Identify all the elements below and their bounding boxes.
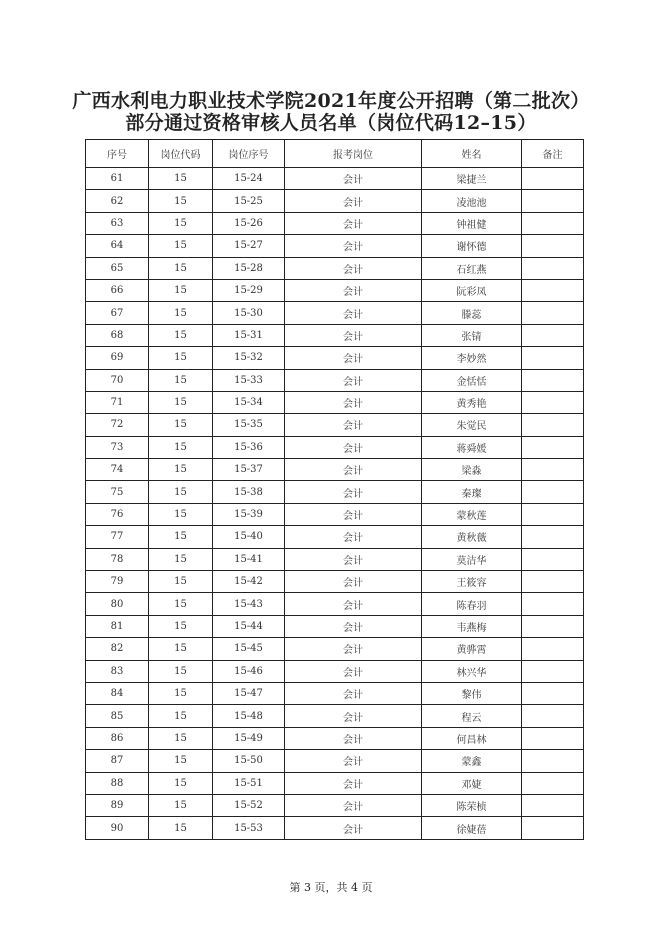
cell-seq: 64 (86, 235, 149, 257)
cell-post-code: 15 (149, 302, 213, 324)
cell-name: 陈春羽 (422, 593, 522, 615)
cell-post-seq: 15-24 (213, 168, 285, 190)
table-row (86, 638, 584, 660)
cell-post-code: 15 (149, 257, 213, 279)
table-row (86, 279, 584, 301)
cell-post-code: 15 (149, 279, 213, 301)
cell-post-seq: 15-26 (213, 212, 285, 234)
cell-name: 秦璨 (422, 481, 522, 503)
cell-post-code: 15 (149, 369, 213, 391)
table-row (86, 391, 584, 413)
cell-name: 钟祖健 (422, 212, 522, 234)
table-row (86, 571, 584, 593)
table-row (86, 168, 584, 190)
cell-position: 会计 (285, 347, 422, 369)
table-row (86, 324, 584, 346)
cell-position: 会计 (285, 593, 422, 615)
cell-position: 会计 (285, 817, 422, 839)
cell-remark (522, 391, 584, 413)
cell-post-seq: 15-27 (213, 235, 285, 257)
cell-post-code: 15 (149, 638, 213, 660)
header-seq: 序号 (86, 140, 149, 168)
cell-seq: 84 (86, 682, 149, 704)
cell-post-seq: 15-53 (213, 817, 285, 839)
cell-post-seq: 15-34 (213, 391, 285, 413)
header-name: 姓名 (422, 140, 522, 168)
cell-seq: 81 (86, 615, 149, 637)
cell-seq: 68 (86, 324, 149, 346)
cell-seq: 75 (86, 481, 149, 503)
cell-position: 会计 (285, 526, 422, 548)
cell-position: 会计 (285, 257, 422, 279)
cell-name: 邓婕 (422, 772, 522, 794)
cell-position: 会计 (285, 727, 422, 749)
cell-seq: 82 (86, 638, 149, 660)
cell-position: 会计 (285, 212, 422, 234)
cell-remark (522, 414, 584, 436)
cell-seq: 86 (86, 727, 149, 749)
cell-position: 会计 (285, 794, 422, 816)
cell-remark (522, 168, 584, 190)
header-remark: 备注 (522, 140, 584, 168)
cell-remark (522, 615, 584, 637)
table-row (86, 302, 584, 324)
cell-seq: 72 (86, 414, 149, 436)
table-row (86, 212, 584, 234)
cell-seq: 74 (86, 459, 149, 481)
cell-post-seq: 15-29 (213, 279, 285, 301)
cell-post-code: 15 (149, 459, 213, 481)
table-row (86, 727, 584, 749)
cell-remark (522, 660, 584, 682)
cell-remark (522, 750, 584, 772)
cell-remark (522, 526, 584, 548)
cell-name: 王筱容 (422, 571, 522, 593)
cell-post-seq: 15-30 (213, 302, 285, 324)
cell-post-code: 15 (149, 794, 213, 816)
cell-seq: 83 (86, 660, 149, 682)
cell-position: 会计 (285, 615, 422, 637)
cell-post-seq: 15-44 (213, 615, 285, 637)
cell-post-code: 15 (149, 324, 213, 346)
document-title-line1: 广西水利电力职业技术学院2021年度公开招聘（第二批次） (72, 90, 590, 112)
page-footer: 第 3 页，共 4 页 (289, 881, 373, 894)
cell-post-seq: 15-36 (213, 436, 285, 458)
cell-remark (522, 369, 584, 391)
cell-remark (522, 705, 584, 727)
cell-post-code: 15 (149, 190, 213, 212)
cell-post-seq: 15-33 (213, 369, 285, 391)
cell-remark (522, 571, 584, 593)
cell-post-seq: 15-28 (213, 257, 285, 279)
cell-post-seq: 15-40 (213, 526, 285, 548)
cell-position: 会计 (285, 436, 422, 458)
cell-remark (522, 190, 584, 212)
cell-post-code: 15 (149, 772, 213, 794)
cell-post-code: 15 (149, 481, 213, 503)
cell-seq: 73 (86, 436, 149, 458)
cell-remark (522, 772, 584, 794)
cell-remark (522, 347, 584, 369)
cell-position: 会计 (285, 481, 422, 503)
cell-name: 韦燕梅 (422, 615, 522, 637)
cell-name: 梁淼 (422, 459, 522, 481)
cell-post-seq: 15-25 (213, 190, 285, 212)
cell-name: 金恬恬 (422, 369, 522, 391)
cell-post-seq: 15-41 (213, 548, 285, 570)
header-post-seq: 岗位序号 (213, 140, 285, 168)
cell-post-seq: 15-37 (213, 459, 285, 481)
cell-position: 会计 (285, 190, 422, 212)
cell-post-seq: 15-38 (213, 481, 285, 503)
cell-post-seq: 15-32 (213, 347, 285, 369)
cell-post-code: 15 (149, 660, 213, 682)
cell-post-code: 15 (149, 817, 213, 839)
cell-name: 何昌林 (422, 727, 522, 749)
cell-seq: 66 (86, 279, 149, 301)
cell-position: 会计 (285, 548, 422, 570)
cell-seq: 65 (86, 257, 149, 279)
cell-name: 徐婕蓓 (422, 817, 522, 839)
cell-seq: 70 (86, 369, 149, 391)
cell-name: 黄骅霄 (422, 638, 522, 660)
table-row (86, 436, 584, 458)
cell-remark (522, 481, 584, 503)
cell-post-code: 15 (149, 436, 213, 458)
cell-remark (522, 682, 584, 704)
cell-position: 会计 (285, 571, 422, 593)
cell-post-seq: 15-46 (213, 660, 285, 682)
cell-post-code: 15 (149, 168, 213, 190)
cell-post-seq: 15-35 (213, 414, 285, 436)
cell-name: 程云 (422, 705, 522, 727)
cell-remark (522, 638, 584, 660)
table-row (86, 347, 584, 369)
cell-post-code: 15 (149, 548, 213, 570)
cell-seq: 88 (86, 772, 149, 794)
cell-seq: 71 (86, 391, 149, 413)
cell-name: 林兴华 (422, 660, 522, 682)
cell-remark (522, 503, 584, 525)
cell-post-seq: 15-49 (213, 727, 285, 749)
cell-seq: 89 (86, 794, 149, 816)
cell-post-seq: 15-42 (213, 571, 285, 593)
table-row (86, 414, 584, 436)
cell-name: 陈荣桢 (422, 794, 522, 816)
cell-position: 会计 (285, 638, 422, 660)
table-row (86, 235, 584, 257)
table-row (86, 459, 584, 481)
cell-remark (522, 548, 584, 570)
cell-position: 会计 (285, 660, 422, 682)
cell-position: 会计 (285, 414, 422, 436)
cell-name: 莫洁华 (422, 548, 522, 570)
cell-remark (522, 279, 584, 301)
cell-name: 石红燕 (422, 257, 522, 279)
cell-post-seq: 15-52 (213, 794, 285, 816)
cell-seq: 79 (86, 571, 149, 593)
cell-post-seq: 15-48 (213, 705, 285, 727)
cell-name: 黄秀艳 (422, 391, 522, 413)
cell-position: 会计 (285, 168, 422, 190)
cell-position: 会计 (285, 369, 422, 391)
cell-name: 凌池池 (422, 190, 522, 212)
cell-post-seq: 15-39 (213, 503, 285, 525)
cell-post-seq: 15-31 (213, 324, 285, 346)
cell-seq: 69 (86, 347, 149, 369)
cell-name: 张锖 (422, 324, 522, 346)
table-row (86, 772, 584, 794)
cell-name: 黎伟 (422, 682, 522, 704)
cell-name: 梁捷兰 (422, 168, 522, 190)
cell-position: 会计 (285, 772, 422, 794)
document-title-line2: 部分通过资格审核人员名单（岗位代码12–15） (125, 112, 537, 134)
candidate-table (85, 139, 584, 840)
cell-position: 会计 (285, 302, 422, 324)
cell-seq: 67 (86, 302, 149, 324)
cell-remark (522, 727, 584, 749)
table-row (86, 548, 584, 570)
cell-name: 蒙鑫 (422, 750, 522, 772)
cell-position: 会计 (285, 459, 422, 481)
cell-post-code: 15 (149, 414, 213, 436)
table-row (86, 503, 584, 525)
cell-name: 谢怀德 (422, 235, 522, 257)
cell-remark (522, 593, 584, 615)
table-row (86, 615, 584, 637)
cell-post-code: 15 (149, 526, 213, 548)
cell-post-code: 15 (149, 615, 213, 637)
cell-post-code: 15 (149, 682, 213, 704)
cell-post-code: 15 (149, 727, 213, 749)
cell-seq: 87 (86, 750, 149, 772)
cell-position: 会计 (285, 279, 422, 301)
table-row (86, 794, 584, 816)
table-row (86, 190, 584, 212)
cell-post-code: 15 (149, 705, 213, 727)
cell-post-code: 15 (149, 391, 213, 413)
table-row (86, 481, 584, 503)
cell-position: 会计 (285, 235, 422, 257)
cell-seq: 77 (86, 526, 149, 548)
table-row (86, 705, 584, 727)
cell-remark (522, 459, 584, 481)
table-row (86, 526, 584, 548)
cell-seq: 76 (86, 503, 149, 525)
cell-post-code: 15 (149, 235, 213, 257)
cell-name: 滕蕊 (422, 302, 522, 324)
cell-seq: 90 (86, 817, 149, 839)
cell-name: 李妙然 (422, 347, 522, 369)
cell-post-seq: 15-47 (213, 682, 285, 704)
cell-name: 阮彩凤 (422, 279, 522, 301)
cell-remark (522, 235, 584, 257)
cell-post-code: 15 (149, 750, 213, 772)
cell-position: 会计 (285, 503, 422, 525)
table-row (86, 682, 584, 704)
header-post-code: 岗位代码 (149, 140, 213, 168)
cell-seq: 78 (86, 548, 149, 570)
table-row (86, 750, 584, 772)
cell-name: 蒙秋莲 (422, 503, 522, 525)
table-row (86, 257, 584, 279)
cell-remark (522, 436, 584, 458)
cell-post-seq: 15-50 (213, 750, 285, 772)
cell-position: 会计 (285, 682, 422, 704)
cell-seq: 62 (86, 190, 149, 212)
cell-name: 黄秋薇 (422, 526, 522, 548)
cell-post-seq: 15-51 (213, 772, 285, 794)
cell-remark (522, 324, 584, 346)
cell-seq: 80 (86, 593, 149, 615)
cell-remark (522, 302, 584, 324)
cell-remark (522, 257, 584, 279)
cell-seq: 63 (86, 212, 149, 234)
cell-name: 朱觉民 (422, 414, 522, 436)
cell-post-code: 15 (149, 503, 213, 525)
cell-position: 会计 (285, 324, 422, 346)
cell-post-seq: 15-43 (213, 593, 285, 615)
cell-post-code: 15 (149, 212, 213, 234)
cell-post-code: 15 (149, 347, 213, 369)
cell-seq: 61 (86, 168, 149, 190)
table-row (86, 660, 584, 682)
cell-position: 会计 (285, 391, 422, 413)
cell-post-code: 15 (149, 571, 213, 593)
cell-position: 会计 (285, 705, 422, 727)
cell-post-code: 15 (149, 593, 213, 615)
cell-seq: 85 (86, 705, 149, 727)
cell-remark (522, 794, 584, 816)
cell-remark (522, 212, 584, 234)
cell-remark (522, 817, 584, 839)
table-row (86, 817, 584, 839)
cell-name: 蒋舜媛 (422, 436, 522, 458)
cell-post-seq: 15-45 (213, 638, 285, 660)
table-row (86, 369, 584, 391)
header-position: 报考岗位 (285, 140, 422, 168)
cell-position: 会计 (285, 750, 422, 772)
table-header-row (86, 140, 584, 168)
table-row (86, 593, 584, 615)
